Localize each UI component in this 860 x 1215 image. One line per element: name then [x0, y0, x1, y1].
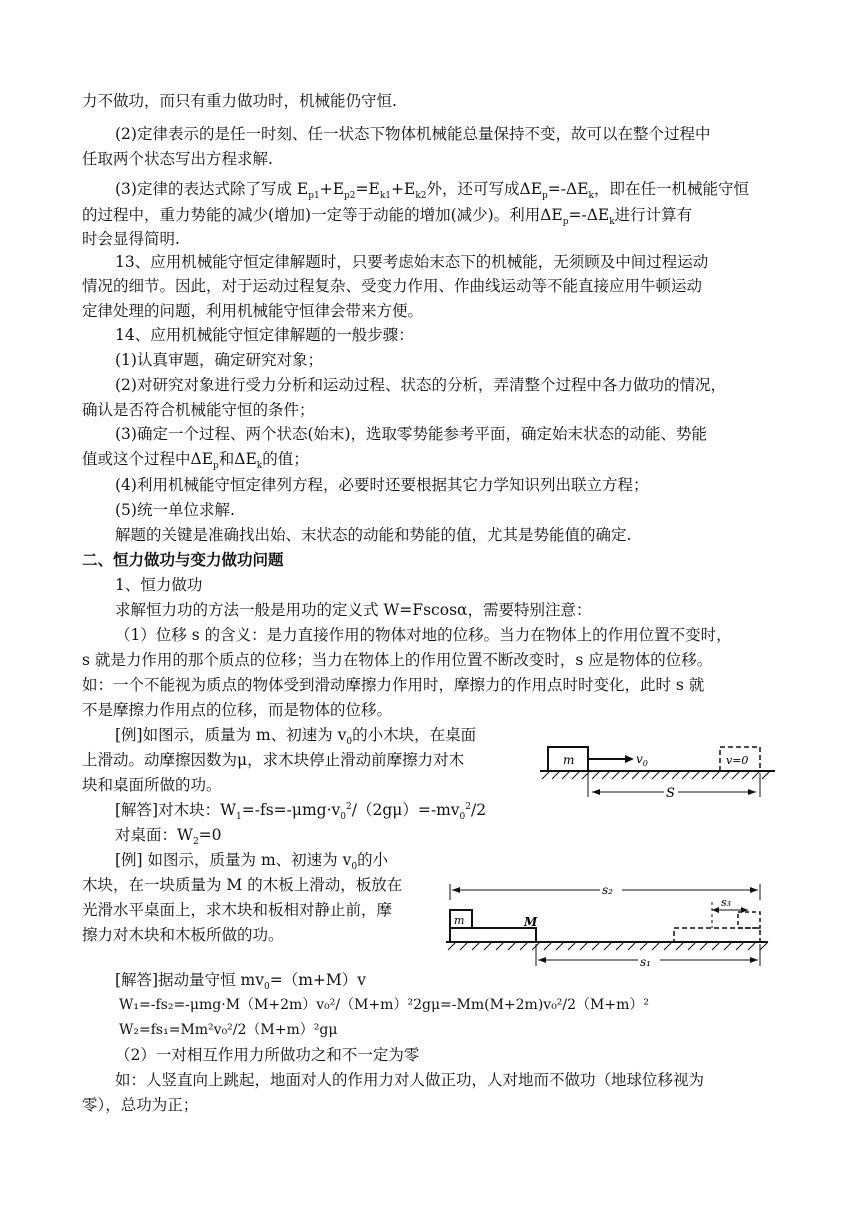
text-line: 定律处理的问题，利用机械能守恒律会带来方便。: [82, 302, 424, 320]
svg-text:M: M: [524, 915, 538, 929]
text-line: 零），总功为正；: [82, 1096, 199, 1114]
text-line: 解题的关键是准确找出始、末状态的动能和势能的值，尤其是势能值的确定.: [115, 526, 632, 544]
text-line: s 就是力作用的那个质点的位移；当力在物体上的作用位置不断改变时，s 应是物体的位移。: [82, 651, 713, 669]
svg-text:v=0: v=0: [726, 754, 749, 767]
text-line: （1）位移 s 的含义：是力直接作用的物体对地的位移。当力在物体上的作用位置不变时，: [115, 626, 732, 644]
text-line: (2)对研究对象进行受力分析和运动过程、状态的分析，弄清整个过程中各力做功的情况，: [115, 376, 726, 394]
text-line: 情况的细节。因此，对于运动过程复杂、受变力作用、作曲线运动等不能直接应用牛顿运动: [82, 277, 703, 295]
text-line: 确认是否符合机械能守恒的条件；: [82, 401, 315, 419]
example-text: 木块，在一块质量为 M 的木板上滑动，板放在: [82, 876, 403, 894]
example-text: 擦力对木块和木板所做的功。: [82, 926, 284, 944]
text-line: 如：一个不能视为质点的物体受到滑动摩擦力作用时，摩擦力的作用点时时变化，此时 s 就: [82, 676, 705, 694]
answer-line: [解答]对木块：$W_1=-fs=-\mu mg\cdot v_0^2/(2g\mu)=-mv_0^2/2$: [115, 801, 487, 823]
text-line: 时会显得简明.: [82, 230, 180, 248]
svg-text:s₃: s₃: [721, 896, 732, 909]
example-text: [例] 如图示，质量为 m、初速为 $v_0$的小: [115, 851, 389, 873]
example-text: 块和桌面所做的功。: [82, 776, 222, 794]
text-line: （2）一对相互作用力所做功之和不一定为零: [115, 1046, 420, 1064]
answer-line: 对桌面：$W_2=0$: [115, 826, 222, 848]
answer-line: [解答]据动量守恒 $mv_0=(m+M)v$: [115, 971, 367, 993]
text-line: (1)认真审题，确定研究对象；: [115, 351, 323, 369]
svg-text:S: S: [666, 786, 675, 801]
formula-line: 值或这个过程中$\Delta E_p$和$\Delta E_k$的值；: [82, 450, 309, 472]
text-line: (3)确定一个过程、两个状态(始末)，选取零势能参考平面，确定始末状态的动能、势能: [115, 425, 708, 443]
text-line: 不是摩擦力作用点的位移，而是物体的位移。: [82, 701, 393, 719]
formula-line: 的过程中，重力势能的减少(增加)一定等于动能的增加(减少)。利用$\Delta E_p=-\Delta E_k$进行计算有: [82, 206, 693, 228]
section-heading: 二、恒力做功与变力做功问题: [82, 551, 284, 569]
formula-line: (3)定律的表达式除了写成 $E_{p1}+E_{p2}=E_{k1}+E_{k2}$外，还可写成$\Delta E_p=-\Delta E_k$，即在任一机械能守恒: [115, 180, 750, 202]
text-line: 任取两个状态写出方程求解.: [82, 150, 273, 168]
text-line: 求解恒力功的方法一般是用功的定义式 W=Fscosα，需要特别注意：: [115, 601, 592, 619]
subheading: 1、恒力做功: [115, 576, 203, 594]
svg-text:s₁: s₁: [640, 955, 651, 969]
svg-text:v0: $v_0$: [636, 752, 648, 768]
text-line: 13、应用机械能守恒定律解题时，只要考虑始末态下的机械能，无须顾及中间过程运动: [115, 253, 709, 271]
svg-text:m: m: [563, 753, 575, 767]
text-line: (4)利用机械能守恒定律列方程，必要时还要根据其它力学知识列出联立方程；: [115, 476, 649, 494]
figure-block-sliding: [530, 735, 778, 803]
answer-line: W₁=-fs₂=-μmg·M（M+2m）v₀²/（M+m）²2gμ=-Mm(M+2m)v₀²/2（M+m）²: [119, 997, 649, 1013]
example-text: 光滑水平桌面上，求木块和板相对静止前，摩: [82, 901, 393, 919]
answer-line: W₂=fs₁=Mm²v₀²/2（M+m）²gμ: [119, 1022, 338, 1038]
example-text: [例]如图示，质量为 m、初速为 $v_0$的小木块，在桌面: [115, 726, 477, 748]
svg-text:m: m: [454, 914, 465, 927]
text-line: (2)定律表示的是任一时刻、任一状态下物体机械能总量保持不变，故可以在整个过程中: [115, 125, 711, 143]
svg-text:s₂: s₂: [602, 883, 613, 897]
text-line: 14、应用机械能守恒定律解题的一般步骤：: [115, 326, 414, 344]
figure-block-on-plank: [442, 880, 772, 970]
text-line: (5)统一单位求解.: [115, 501, 235, 519]
example-text: 上滑动。动摩擦因数为μ，求木块停止滑动前摩擦力对木: [82, 751, 465, 769]
text-line: 力不做功，而只有重力做功时，机械能仍守恒.: [82, 92, 397, 110]
text-line: 如：人竖直向上跳起，地面对人的作用力对人做正功，人对地而不做功（地球位移视为: [115, 1071, 705, 1089]
